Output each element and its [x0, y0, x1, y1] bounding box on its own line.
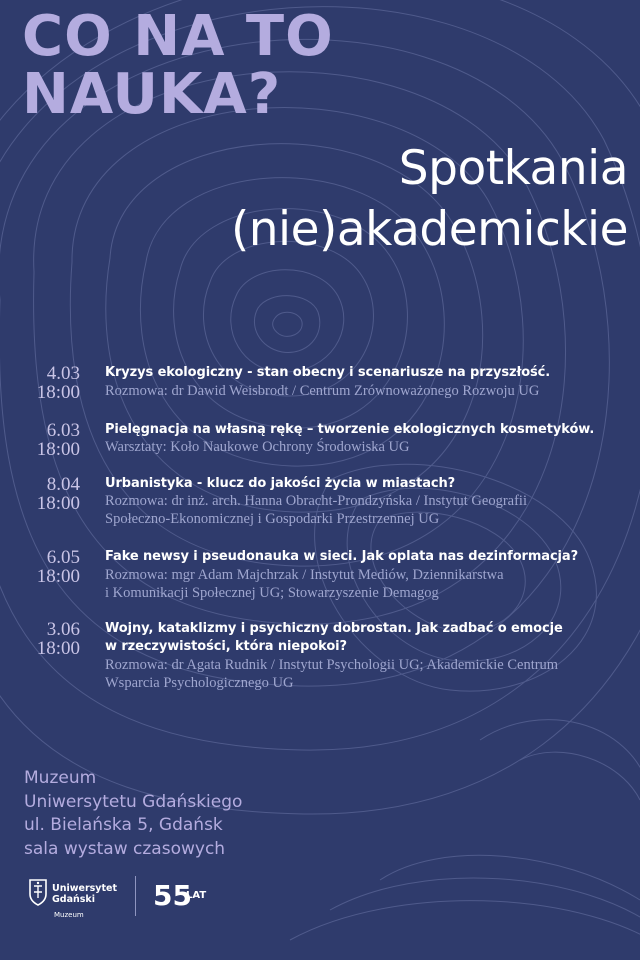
venue-line: Uniwersytetu Gdańskiego [24, 791, 243, 812]
ug-logo-name-line: Uniwersytet [52, 883, 118, 894]
event-time: 18:00 [36, 493, 80, 514]
anniversary-number: 55 [153, 879, 192, 912]
event-time: 18:00 [36, 382, 80, 403]
event-date [37, 364, 80, 402]
logos-footer [22, 872, 322, 932]
anniversary-55-mark [153, 877, 192, 912]
event-time: 18:00 [36, 566, 80, 587]
poster-subtitle: Spotkania (nie)akademickie [230, 141, 628, 257]
venue-address [24, 767, 242, 861]
event-detail: Rozmowa: dr inż. arch. Hanna Obracht-Prondzyńska / Instytut Geografii Społeczno-Ekonomicznej i Gospodarki Przestrzennej UG [105, 493, 527, 527]
ug-logo-name [52, 883, 117, 905]
event-date [37, 475, 80, 513]
logo-divider [135, 876, 136, 916]
event-title: Fake newsy i pseudonauka w sieci. Jak oplata nas dezinformacja? [105, 549, 579, 564]
poster-title: CO NA TO NAUKA? [22, 4, 334, 127]
event-time: 18:00 [36, 439, 80, 460]
event-title: Urbanistyka - klucz do jakości życia w miastach? [105, 476, 456, 491]
ug-crest-icon [28, 878, 48, 906]
ug-logo-name-line: Gdański [52, 894, 96, 905]
venue-line: sala wystaw czasowych [24, 838, 226, 859]
event-time: 18:00 [36, 638, 80, 659]
event-title: Kryzys ekologiczny - stan obecny i scenariusze na przyszłość. [105, 365, 551, 380]
event-date [37, 548, 80, 586]
event-day: 6.05 [46, 547, 80, 568]
event-detail: Rozmowa: dr Dawid Weisbrodt / Centrum Zrównoważonego Rozwoju UG [105, 383, 540, 399]
venue-line: Muzeum [24, 768, 97, 788]
event-detail: Rozmowa: dr Agata Rudnik / Instytut Psychologii UG; Akademickie Centrum Wsparcia Psychologicznego UG [105, 657, 559, 691]
event-day: 3.06 [46, 619, 80, 640]
event-day: 8.04 [46, 474, 80, 495]
event-day: 4.03 [46, 363, 80, 384]
event-title: Pielęgnacja na własną rękę – tworzenie ekologicznych kosmetyków. [105, 422, 595, 437]
ug-logo-subtitle: Muzeum [54, 911, 84, 919]
event-detail: Warsztaty: Koło Naukowe Ochrony Środowiska UG [105, 439, 410, 455]
event-detail: Rozmowa: mgr Adam Majchrzak / Instytut Mediów, Dziennikarstwa i Komunikacji Społecznej UG; Stowarzyszenie Demagog [105, 567, 504, 601]
anniversary-label: LAT [186, 890, 207, 901]
venue-line: ul. Bielańska 5, Gdańsk [24, 815, 223, 835]
event-date [37, 421, 80, 459]
event-day: 6.03 [46, 420, 80, 441]
event-title: Wojny, kataklizmy i psychiczny dobrostan. Jak zadbać o emocje w rzeczywistości, która niepokoi? [105, 621, 563, 654]
event-date [37, 620, 80, 658]
